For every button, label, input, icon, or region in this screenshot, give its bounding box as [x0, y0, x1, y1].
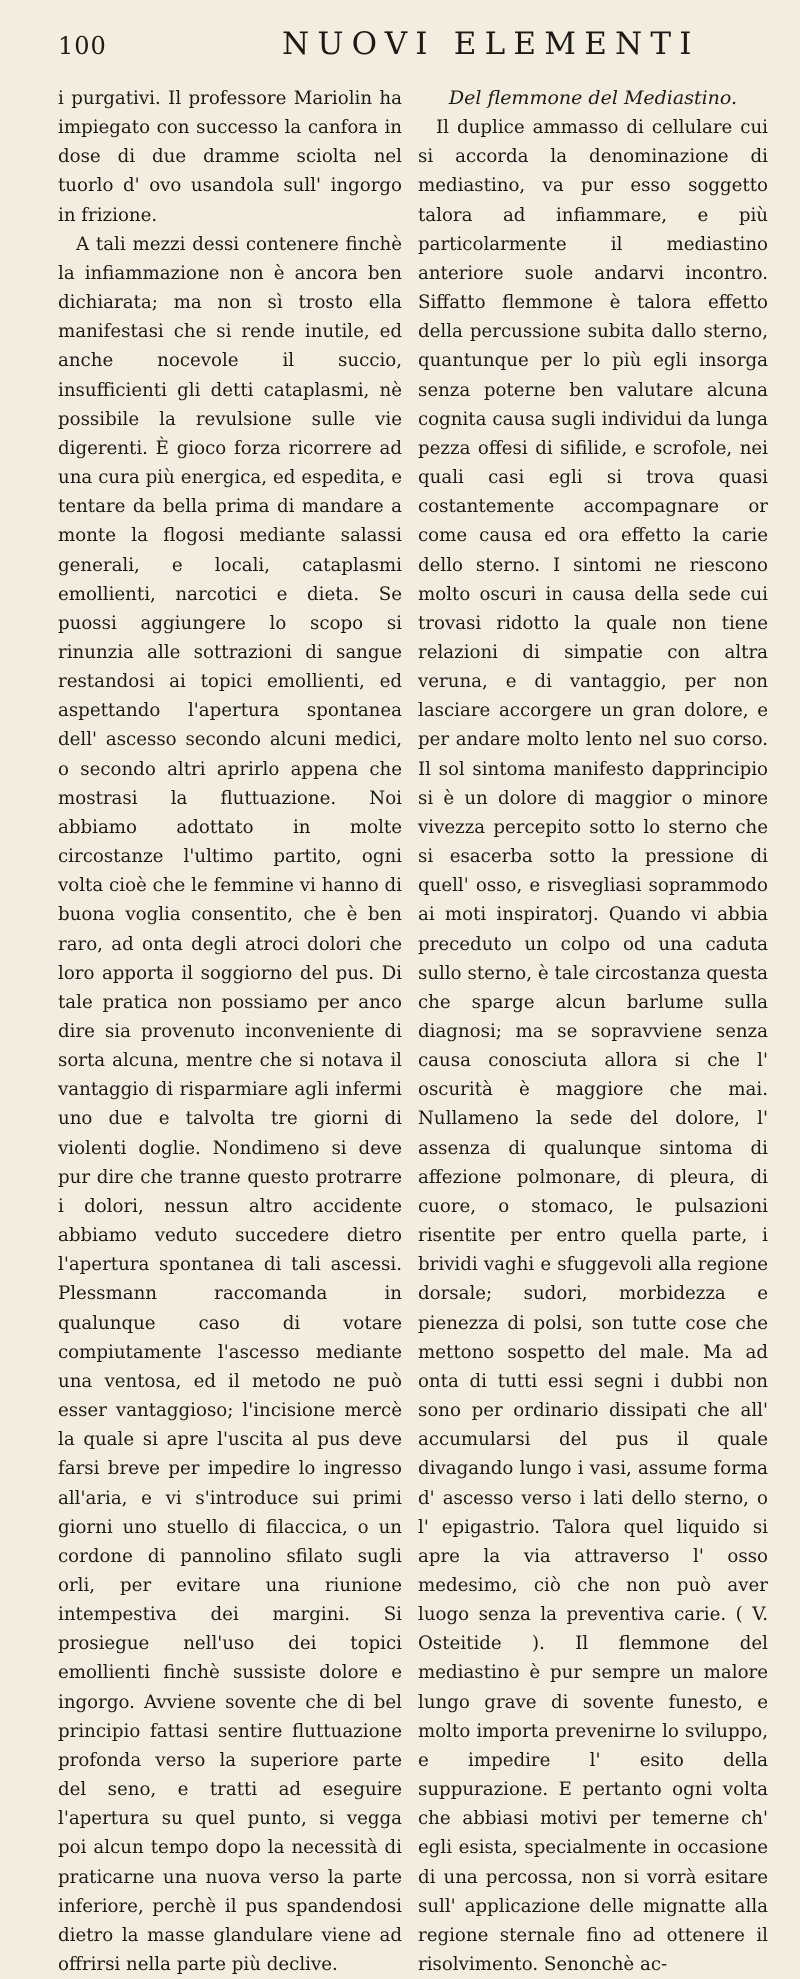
- left-column: [58, 84, 402, 1979]
- page-number: 100: [58, 32, 107, 60]
- right-column: [418, 84, 768, 1979]
- running-title: NUOVI ELEMENTI: [282, 26, 700, 62]
- paragraph: A tali mezzi dessi contenere finchè la infiammazione non è ancora ben dichiarata; ma non sì trosto ella manifestasi che si rende inutile, ed anche nocevole il succio, insufficienti gli detti cataplasmi, nè possibile la revulsione sulle vie digerenti. È gioco forza ricorrere ad una cura più energica, ed espedita, e tentare da bella prima di mandare a monte la flogosi mediante salassi generali, e locali, cataplasmi emollienti, narcotici e dieta. Se puossi aggiungere lo scopo si rinunzia alle sottrazioni di sangue restandosi ai topici emollienti, ed aspettando l'apertura spontanea dell' ascesso secondo alcuni medici, o secondo altri aprirlo appena che mostrasi la fluttuazione. Noi abbiamo adottato in molte circostanze l'ultimo partito, ogni volta cioè che le femmine vi hanno di buona voglia consentito, che è ben raro, ad onta degli atroci dolori che loro apporta il soggiorno del pus. Di tale pratica non possiamo per anco dire sia provenuto inconveniente di sorta alcuna, mentre che si notava il vantaggio di risparmiare agli infermi uno due e talvolta tre giorni di violenti doglie. Nondimeno si deve pur dire che tranne questo protrarre i dolori, nessun altro accidente abbiamo veduto succedere dietro l'apertura spontanea di tali ascessi. Plessmann raccomanda in qualunque caso di votare compiutamente l'ascesso mediante una ventosa, ed il metodo ne può esser vantaggioso; l'incisione mercè la quale si apre l'uscita al pus deve farsi breve per impedire lo ingresso all'aria, e vi s'introduce sui primi giorni uno stuello di filaccica, o un cordone di pannolino sfilato sugli orli, per evitare una riunione intempestiva dei margini. Si prosiegue nell'uso dei topici emollienti finchè sussiste dolore e ingorgo. Avviene sovente che di bel principio fattasi sentire fluttuazione profonda verso la superiore parte del seno, e tratti ad eseguire l'apertura su quel punto, si vegga poi alcun tempo dopo la necessità di praticarne una nuova verso la parte inferiore, perchè il pus spandendosi dietro la masse glandulare viene ad offrirsi nella parte più declive.: [58, 233, 402, 1975]
- paragraph: i purgativi. Il professore Mariolin ha impiegato con successo la canfora in dose di due dramme sciolta nel tuorlo d' ovo usandola sull' ingorgo in frizione.: [58, 88, 402, 226]
- page-header: [58, 20, 770, 64]
- paragraph: Il duplice ammasso di cellulare cui si accorda la denominazione di mediastino, va pur esso soggetto talora ad infiammare, e più particolarmente il mediastino anteriore suole andarvi incontro. Siffatto flemmone è talora effetto della percussione subita dallo sterno, quantunque per lo più egli insorga senza poterne ben valutare alcuna cognita causa sugli individui da lunga pezza offesi di sifilide, e scrofole, nei quali casi egli si trova quasi costantemente accompagnare or come causa ed ora effetto la carie dello sterno. I sintomi ne riescono molto oscuri in causa della sede cui trovasi ridotto la quale non tiene relazioni di simpatie con altra veruna, e di vantaggio, per non lasciare accorgere un gran dolore, e per andare molto lento nel suo corso. Il sol sintoma manifesto dapprincipio si è un dolore di maggior o minore vivezza percepito sotto lo sterno che si esacerba sotto la pressione di quell' osso, e risvegliasi soprammodo ai moti inspiratorj. Quando vi abbia preceduto un colpo od una caduta sullo sterno, è tale circostanza questa che sparge alcun barlume sulla diagnosi; ma se sopravviene senza causa conosciuta allora si che l' oscurità è maggiore che mai. Nullameno la sede del dolore, l' assenza di qualunque sintoma di affezione polmonare, di pleura, di cuore, o stomaco, le pulsazioni risentite per entro quella parte, i brividi vaghi e sfuggevoli alla regione dorsale; sudori, morbidezza e pienezza di polsi, son tutte cose che mettono sospetto del male. Ma ad onta di tutti essi segni i dubbi non sono per ordinario dissipati che all' accumularsi del pus il quale divagando lungo i vasi, assume forma d' ascesso verso i lati dello sterno, o l' epigastrio. Talora quel liquido si apre la via attraverso l' osso medesimo, ciò che non può aver luogo senza la preventiva carie. ( V. Osteitide ). Il flemmone del mediastino è pur sempre un malore lungo grave di sovente funesto, e molto importa prevenirne lo sviluppo, e impedire l' esito della suppurazione. E pertanto ogni volta che abbiasi motivi per temerne ch' egli esista, specialmente in occasione di una percossa, non si vorrà esitare sull' applicazione delle mignatte alla regione sternale fino ad ottenere il risolvimento. Senonchè ac-: [418, 117, 768, 1975]
- section-title: Del flemmone del Mediastino.: [448, 87, 738, 109]
